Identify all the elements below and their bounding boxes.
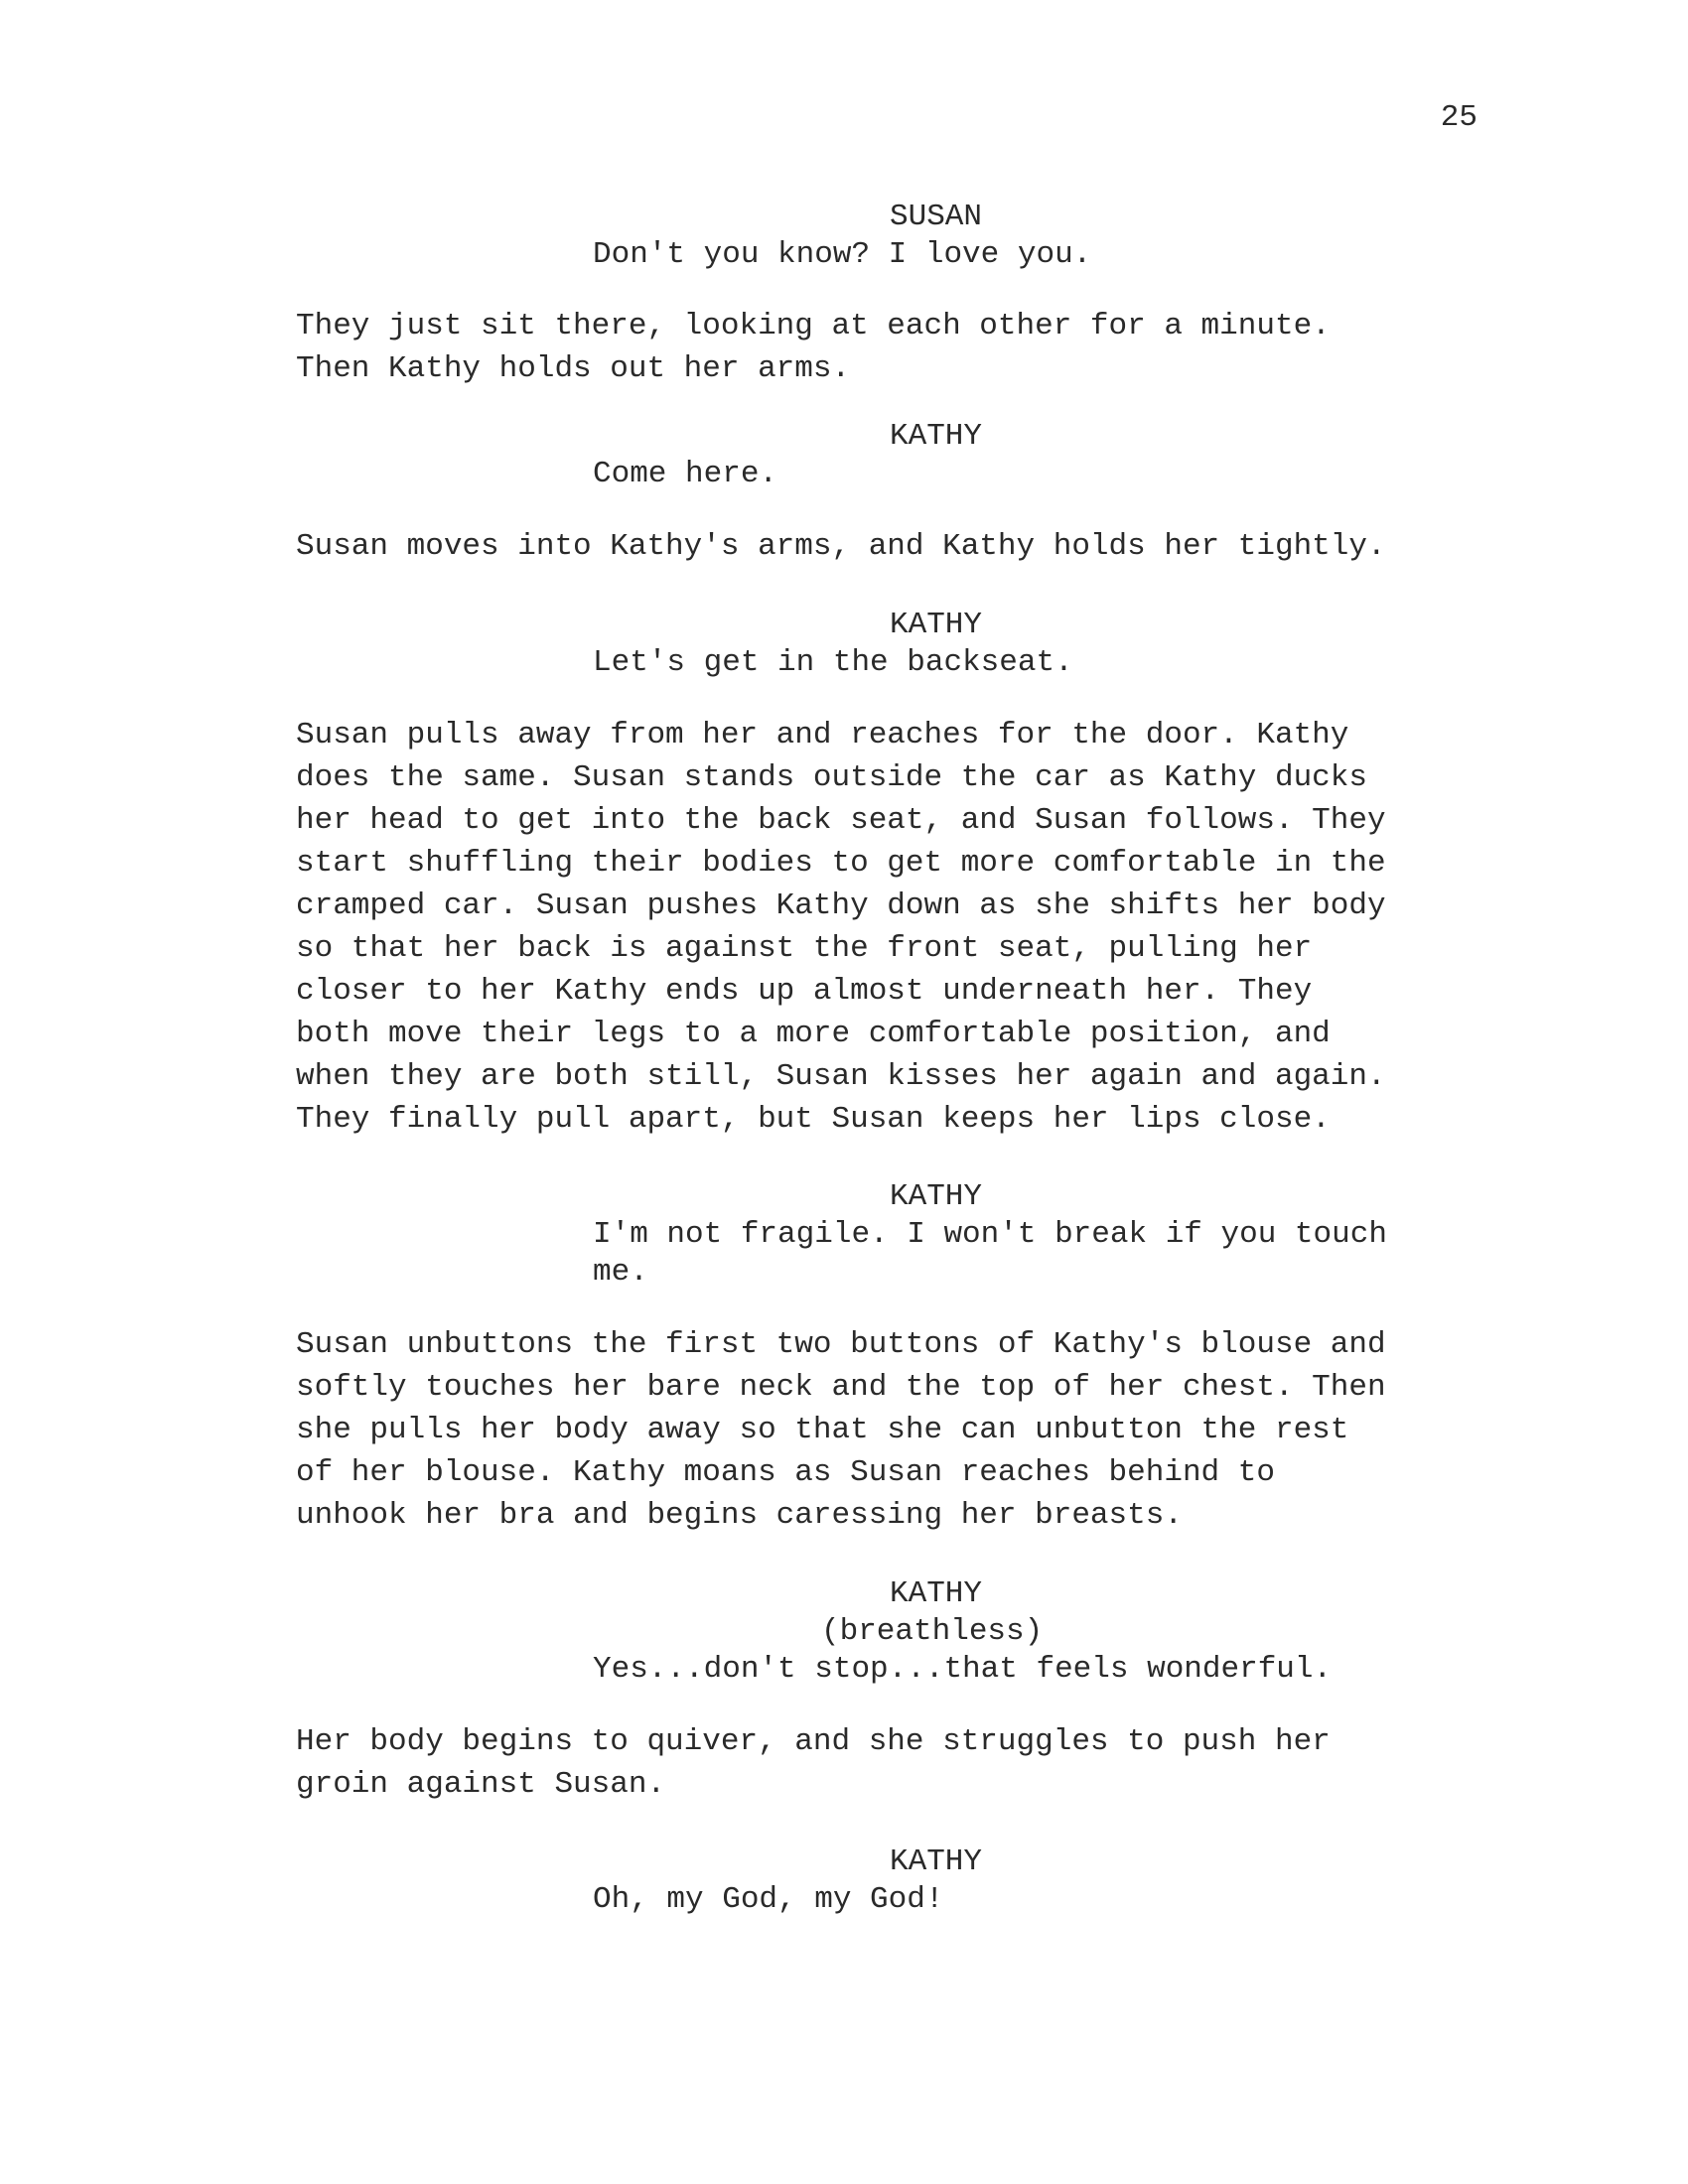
character-cue: KATHY — [890, 1576, 983, 1611]
action-line: They just sit there, looking at each other for a minute. Then Kathy holds out her arms. — [296, 309, 1331, 386]
dialogue: Don't you know? I love you. — [593, 237, 1092, 272]
action-line: Susan pulls away from her and reaches for the door. Kathy does the same. Susan stands outside the car as Kathy ducks her head to get into the back seat, and Susan follows. They start shuffling their bodies to get more comfortable in the cramped car. Susan pushes Kathy down as she shifts her body so that her back is against the front seat, pulling her closer to her Kathy ends up almost underneath her. They both move their legs to a more comfortable position, and when they are both still, Susan kisses her again and again. They finally pull apart, but Susan keeps her lips close. — [296, 718, 1386, 1137]
dialogue: I'm not fragile. I won't break if you touch me. — [593, 1217, 1387, 1290]
character-cue: KATHY — [890, 419, 983, 454]
character-cue: SUSAN — [890, 200, 983, 234]
character-cue: KATHY — [890, 1179, 983, 1214]
page-number: 25 — [1440, 100, 1477, 135]
parenthetical: (breathless) — [821, 1614, 1044, 1649]
character-cue: KATHY — [890, 608, 983, 642]
character-cue: KATHY — [890, 1844, 983, 1879]
action-line: Susan unbuttons the first two buttons of Kathy's blouse and softly touches her bare neck and the top of her chest. Then she pulls her body away so that she can unbutton the rest of her blouse. Kathy moans as Susan reaches behind to unhook her bra and begins caressing her breasts. — [296, 1327, 1386, 1533]
dialogue: Yes...don't stop...that feels wonderful. — [593, 1652, 1333, 1687]
dialogue: Oh, my God, my God! — [593, 1882, 944, 1917]
action-line: Susan moves into Kathy's arms, and Kathy holds her tightly. — [296, 529, 1386, 564]
dialogue: Let's get in the backseat. — [593, 645, 1073, 680]
action-line: Her body begins to quiver, and she struggles to push her groin against Susan. — [296, 1724, 1331, 1802]
dialogue: Come here. — [593, 457, 778, 491]
